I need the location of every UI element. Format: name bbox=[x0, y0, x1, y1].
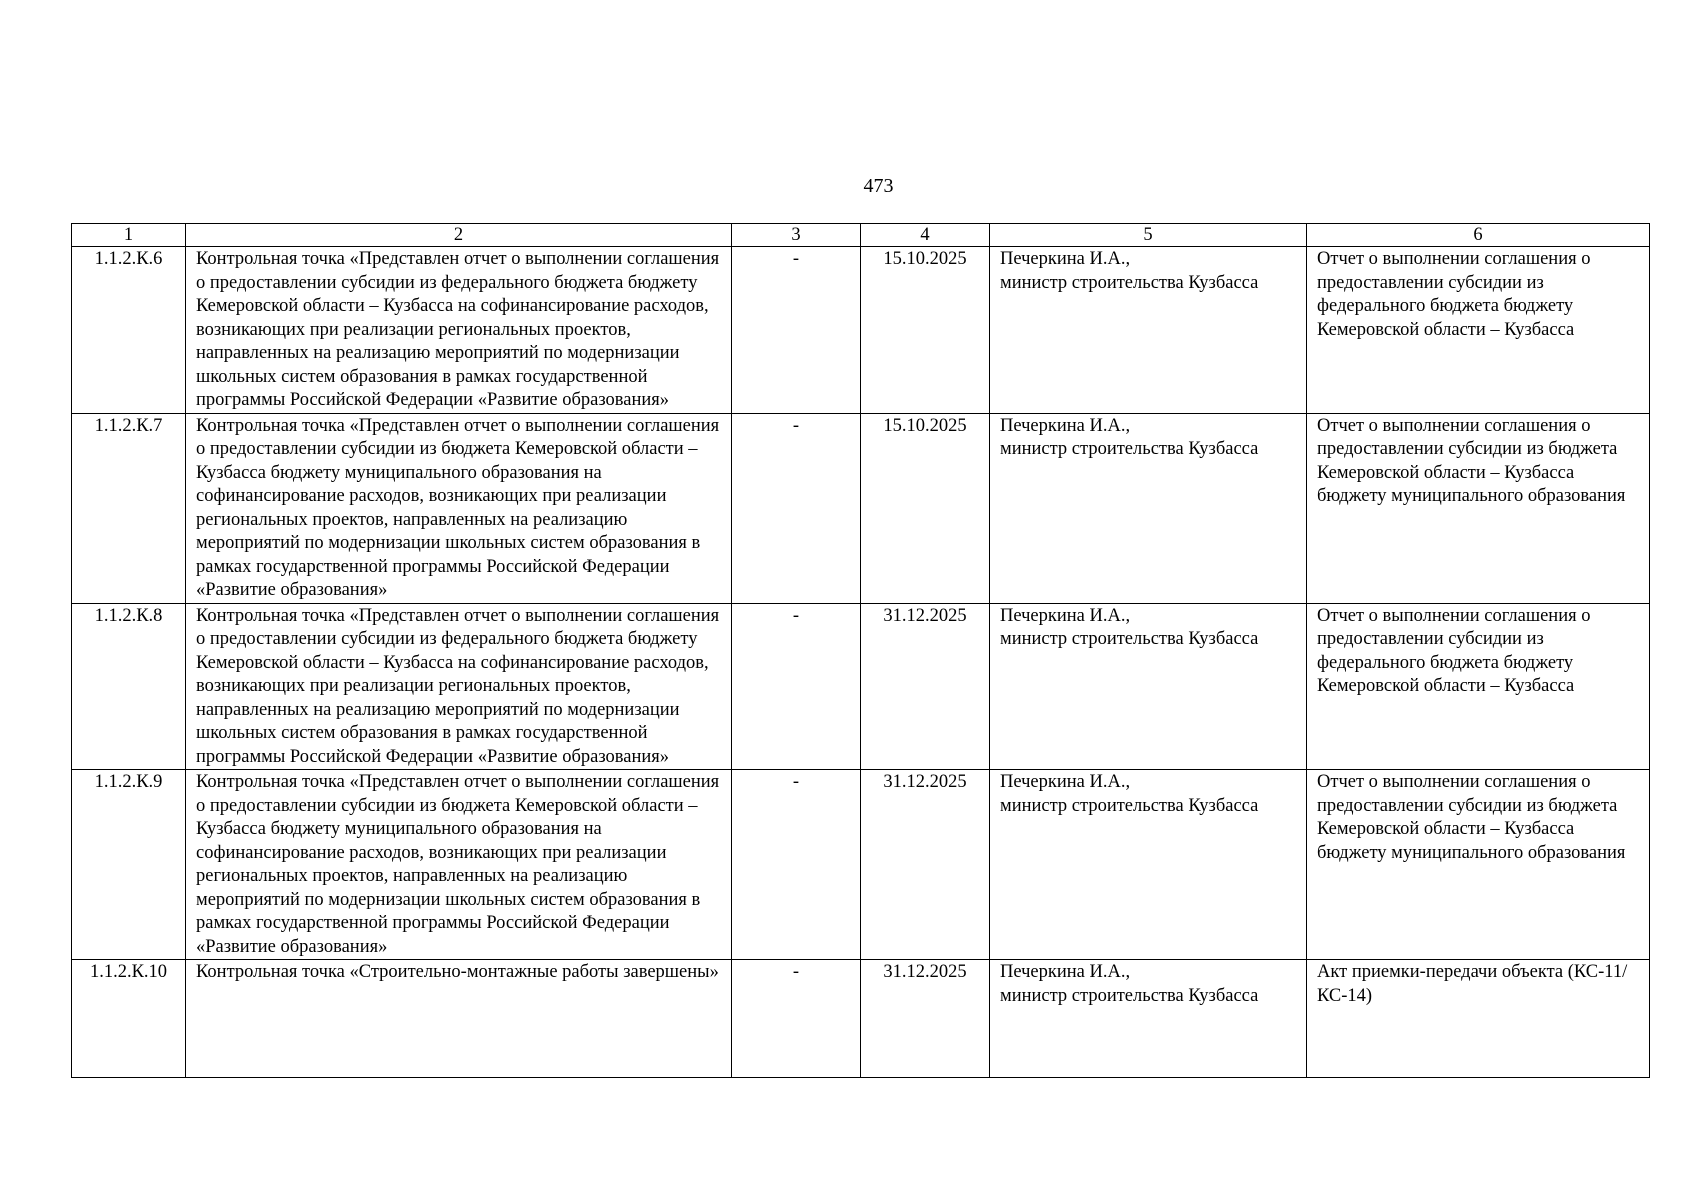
column-number-3: 3 bbox=[732, 224, 861, 247]
result-document: Акт приемки-передачи объекта (КС-11/КС-14) bbox=[1307, 960, 1650, 1078]
row-number: 1.1.2.К.10 bbox=[72, 960, 186, 1078]
responsible-person bbox=[990, 770, 1307, 960]
column-3-value: - bbox=[732, 960, 861, 1078]
row-number: 1.1.2.К.6 bbox=[72, 247, 186, 414]
table-row bbox=[72, 770, 1650, 960]
responsible-person bbox=[990, 413, 1307, 603]
result-document: Отчет о выполнении соглашения о предоставлении субсидии из бюджета Кемеровской области – Кузбасса бюджету муниципального образования bbox=[1307, 413, 1650, 603]
table-row bbox=[72, 960, 1650, 1078]
responsible-name: Печеркина И.А., bbox=[1000, 415, 1131, 436]
control-point-name: Контрольная точка «Представлен отчет о выполнении соглашения о предоставлении субсидии из бюджета Кемеровской области – Кузбасса бюджету муниципального образования на софинансирование расходов, возникающих при реализации региональных проектов, направленных на реализацию мероприятий по модернизации школьных систем образования в рамках государственной программы Российской Федерации «Развитие образования» bbox=[186, 413, 732, 603]
column-3-value: - bbox=[732, 247, 861, 414]
due-date: 15.10.2025 bbox=[861, 247, 990, 414]
column-3-value: - bbox=[732, 413, 861, 603]
result-document: Отчет о выполнении соглашения о предоставлении субсидии из бюджета Кемеровской области – Кузбасса бюджету муниципального образования bbox=[1307, 770, 1650, 960]
table-row bbox=[72, 247, 1650, 414]
control-point-name: Контрольная точка «Представлен отчет о выполнении соглашения о предоставлении субсидии из федерального бюджета бюджету Кемеровской области – Кузбасса на софинансирование расходов, возникающих при реализации региональных проектов, направленных на реализацию мероприятий по модернизации школьных систем образования в рамках государственной программы Российской Федерации «Развитие образования» bbox=[186, 603, 732, 770]
due-date: 15.10.2025 bbox=[861, 413, 990, 603]
column-number-row bbox=[72, 224, 1650, 247]
responsible-name: Печеркина И.А., bbox=[1000, 772, 1131, 792]
responsible-position: министр строительства Кузбасса bbox=[1000, 272, 1259, 293]
column-number-6: 6 bbox=[1307, 224, 1650, 247]
responsible-position: министр строительства Кузбасса bbox=[1000, 439, 1259, 459]
table-row bbox=[72, 603, 1650, 770]
control-point-name: Контрольная точка «Строительно-монтажные работы завершены» bbox=[186, 960, 732, 1078]
responsible-person bbox=[990, 960, 1307, 1078]
responsible-name: Печеркина И.А., bbox=[1000, 249, 1131, 269]
column-number-4: 4 bbox=[861, 224, 990, 247]
row-number: 1.1.2.К.9 bbox=[72, 770, 186, 960]
column-3-value: - bbox=[732, 770, 861, 960]
responsible-name: Печеркина И.А., bbox=[1000, 962, 1131, 982]
due-date: 31.12.2025 bbox=[861, 960, 990, 1078]
responsible-person bbox=[990, 247, 1307, 414]
control-points-table bbox=[71, 223, 1650, 1078]
due-date: 31.12.2025 bbox=[861, 770, 990, 960]
page-number: 473 bbox=[863, 175, 894, 197]
responsible-position: министр строительства Кузбасса bbox=[1000, 629, 1259, 649]
column-number-5: 5 bbox=[990, 224, 1307, 247]
column-number-1: 1 bbox=[72, 224, 186, 247]
table-row bbox=[72, 413, 1650, 603]
responsible-position: министр строительства Кузбасса bbox=[1000, 985, 1259, 1006]
column-3-value: - bbox=[732, 603, 861, 770]
row-number: 1.1.2.К.7 bbox=[72, 413, 186, 603]
column-number-2: 2 bbox=[186, 224, 732, 247]
due-date: 31.12.2025 bbox=[861, 603, 990, 770]
row-number: 1.1.2.К.8 bbox=[72, 603, 186, 770]
responsible-position: министр строительства Кузбасса bbox=[1000, 795, 1259, 816]
responsible-name: Печеркина И.А., bbox=[1000, 605, 1131, 626]
control-point-name: Контрольная точка «Представлен отчет о выполнении соглашения о предоставлении субсидии из бюджета Кемеровской области – Кузбасса бюджету муниципального образования на софинансирование расходов, возникающих при реализации региональных проектов, направленных на реализацию мероприятий по модернизации школьных систем образования в рамках государственной программы Российской Федерации «Развитие образования» bbox=[186, 770, 732, 960]
result-document: Отчет о выполнении соглашения о предоставлении субсидии из федерального бюджета бюджету Кемеровской области – Кузбасса bbox=[1307, 247, 1650, 414]
responsible-person bbox=[990, 603, 1307, 770]
result-document: Отчет о выполнении соглашения о предоставлении субсидии из федерального бюджета бюджету Кемеровской области – Кузбасса bbox=[1307, 603, 1650, 770]
control-point-name: Контрольная точка «Представлен отчет о выполнении соглашения о предоставлении субсидии из федерального бюджета бюджету Кемеровской области – Кузбасса на софинансирование расходов, возникающих при реализации региональных проектов, направленных на реализацию мероприятий по модернизации школьных систем образования в рамках государственной программы Российской Федерации «Развитие образования» bbox=[186, 247, 732, 414]
